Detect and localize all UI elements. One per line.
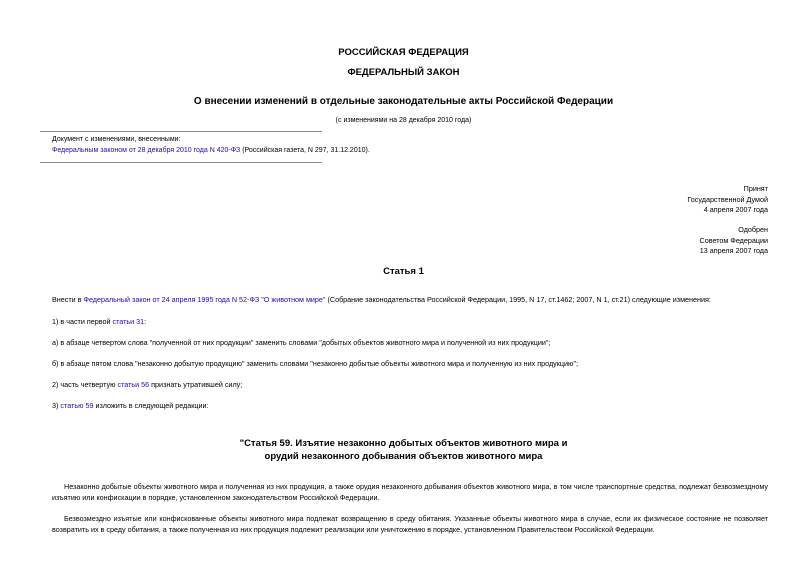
article1-item-a: а) в абзаце четвертом слова "полученной от них продукции" заменить словами "добытых объектов животного мира и полученной из них продукции"; <box>52 338 551 347</box>
item2-prefix: 2) часть четвертую <box>52 380 118 389</box>
article1-item1 <box>52 316 146 327</box>
article59-para2: Безвозмездно изъятые или конфискованные объекты животного мира подлежат возвращению в среду обитания. Указанные объекты животного мира в случае, если их физическое состояние не позволяет возвратить их в среду обитания, а также полученная из них продукция подлежит реализации или уничтожению в порядке, установленном Правительством Российской Федерации. <box>52 514 768 534</box>
changes-bottom-divider <box>40 162 322 163</box>
article59-link[interactable]: статью 59 <box>60 401 94 410</box>
article1-item2 <box>52 379 242 390</box>
item1-suffix: : <box>144 317 147 326</box>
approved-block <box>700 225 768 257</box>
article1-heading: Статья 1 <box>383 266 424 277</box>
adopted-block <box>687 184 768 216</box>
edition-note: (с изменениями на 28 декабря 2010 года) <box>335 117 472 124</box>
article59-heading-line2: орудий незаконного добывания объектов животного мира <box>264 451 543 462</box>
country-heading: РОССИЙСКАЯ ФЕДЕРАЦИЯ <box>338 47 469 58</box>
changes-label: Документ с изменениями, внесенными: <box>52 136 181 143</box>
intro-prefix: Внести в <box>52 295 84 304</box>
adopted-line1: Принят <box>743 184 768 193</box>
article31-link[interactable]: статьи 31 <box>112 317 145 326</box>
changes-line <box>52 147 370 154</box>
item2-suffix: признать утратившей силу; <box>149 380 243 389</box>
doc-type-heading: ФЕДЕРАЛЬНЫЙ ЗАКОН <box>347 67 460 78</box>
intro-suffix: (Собрание законодательства Российской Федерации, 1995, N 17, ст.1462; 2007, N 1, ст.21) следующие изменения: <box>325 295 711 304</box>
adopted-line3: 4 апреля 2007 года <box>703 205 768 214</box>
changes-source: (Российская газета, N 297, 31.12.2010). <box>240 147 370 154</box>
article59-heading <box>0 437 807 463</box>
article59-para1: Незаконно добытые объекты животного мира и полученная из них продукция, а также орудия незаконного добывания объектов животного мира, в том числе транспортные средства, подлежат безвозмездному изъятию или конфискации в порядке, установленном законодательством Российской Федерации. <box>52 482 768 502</box>
article1-intro <box>52 294 711 305</box>
item3-suffix: изложить в следующей редакции: <box>93 401 209 410</box>
wildlife-law-link[interactable]: Федеральный закон от 24 апреля 1995 года N 52-ФЗ "О животном мире" <box>83 295 326 304</box>
article1-item-b: б) в абзаце пятом слова "незаконно добытую продукцию" заменить словами "незаконно добытые объекты животного мира и полученную из них продукцию"; <box>52 359 578 368</box>
item3-prefix: 3) <box>52 401 61 410</box>
approved-line3: 13 апреля 2007 года <box>699 246 768 255</box>
article59-heading-line1: "Статья 59. Изъятие незаконно добытых объектов животного мира и <box>239 438 568 449</box>
approved-line2: Советом Федерации <box>699 235 768 245</box>
item1-prefix: 1) в части первой <box>52 317 113 326</box>
approved-line1: Одобрен <box>738 225 768 234</box>
page-title: О внесении изменений в отдельные законодательные акты Российской Федерации <box>193 96 614 107</box>
adopted-line2: Государственной Думой <box>687 194 768 204</box>
amending-law-link[interactable]: Федеральным законом от 28 декабря 2010 года N 420-ФЗ <box>52 147 241 154</box>
article56-link[interactable]: статьи 56 <box>117 380 150 389</box>
article1-item3 <box>52 400 209 411</box>
changes-top-divider <box>40 131 322 132</box>
